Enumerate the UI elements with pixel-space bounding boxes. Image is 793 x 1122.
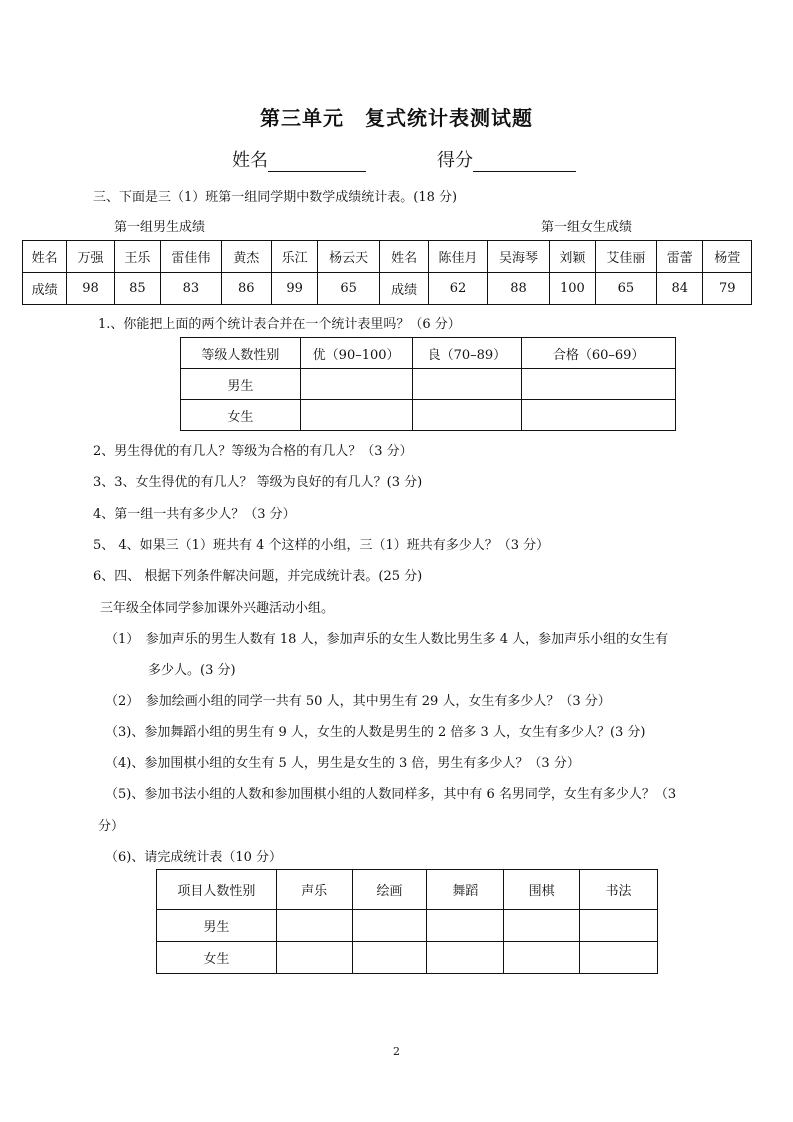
answer-cell[interactable] (427, 910, 504, 942)
question-1: 1.、你能把上面的两个统计表合并在一个统计表里吗？（6 分） (98, 317, 461, 332)
table-cell: 男生 (181, 369, 301, 400)
table-cell: 83 (161, 273, 221, 305)
table-header-cell: 绘画 (352, 870, 427, 910)
page-number: 2 (393, 1045, 400, 1058)
table-cell: 黄杰 (221, 241, 271, 273)
table-cell: 成绩 (379, 273, 428, 305)
table-cell: 98 (67, 273, 114, 305)
answer-cell[interactable] (300, 400, 412, 431)
table-cell: 万强 (67, 241, 114, 273)
table-cell: 艾佳丽 (595, 241, 657, 273)
table-header-cell: 书法 (580, 870, 658, 910)
table-cell: 65 (595, 273, 657, 305)
problem-6: （6)、请完成统计表（10 分） (105, 850, 283, 865)
table-cell: 杨云天 (318, 241, 380, 273)
table-row (181, 338, 676, 369)
table-header-cell: 声乐 (276, 870, 352, 910)
table-header-cell: 舞蹈 (427, 870, 504, 910)
table-cell: 女生 (181, 400, 301, 431)
problem-5: （5)、参加书法小组的人数和参加围棋小组的人数同样多，其中有 6 名男同学，女生有多少人？（3 (105, 787, 677, 802)
table-header-cell: 良（70–89） (412, 338, 522, 369)
intro-2: 三年级全体同学参加课外兴趣活动小组。 (100, 601, 335, 616)
score-label: 得分 (437, 150, 473, 171)
table-cell: 乐江 (272, 241, 318, 273)
table-header-cell: 围棋 (504, 870, 580, 910)
question-2: 2、男生得优的有几人？等级为合格的有几人？（3 分） (93, 444, 413, 459)
score-blank (473, 153, 576, 172)
answer-cell[interactable] (504, 910, 580, 942)
answer-cell[interactable] (276, 910, 352, 942)
answer-cell[interactable] (352, 942, 427, 974)
table-cell: 99 (272, 273, 318, 305)
table-cell: 王乐 (114, 241, 160, 273)
boys-caption: 第一组男生成绩 (114, 220, 206, 235)
table-cell: 85 (114, 273, 160, 305)
table-cell: 姓名 (379, 241, 428, 273)
answer-cell[interactable] (580, 942, 658, 974)
table-row (23, 241, 752, 273)
table-cell: 女生 (157, 942, 277, 974)
q3-intro: 三、下面是三（1）班第一组同学期中数学成绩统计表。(18 分) (93, 190, 458, 205)
girls-caption: 第一组女生成绩 (541, 220, 633, 235)
answer-cell[interactable] (352, 910, 427, 942)
table-cell: 男生 (157, 910, 277, 942)
table-cell: 86 (221, 273, 271, 305)
answer-cell[interactable] (522, 369, 676, 400)
answer-cell[interactable] (412, 369, 522, 400)
answer-cell[interactable] (412, 400, 522, 431)
table-cell: 雷佳伟 (161, 241, 221, 273)
problem-1: （1） 参加声乐的男生人数有 18 人，参加声乐的女生人数比男生多 4 人，参加声乐小组的女生有 (105, 632, 669, 647)
activity-table (156, 869, 658, 974)
table-cell: 62 (429, 273, 487, 305)
question-4: 4、第一组一共有多少人？（3 分） (93, 507, 296, 522)
table-row (23, 273, 752, 305)
problem-4: （4)、参加围棋小组的女生有 5 人，男生是女生的 3 倍，男生有多少人？（3 分） (105, 756, 580, 771)
table-cell: 刘颖 (550, 241, 595, 273)
answer-cell[interactable] (276, 942, 352, 974)
table-cell: 成绩 (23, 273, 67, 305)
question-3: 3、3、女生得优的有几人？ 等级为良好的有几人？(3 分) (93, 475, 423, 490)
name-field (232, 146, 366, 172)
merge-table (180, 337, 676, 431)
table-row (157, 942, 658, 974)
table-header-cell: 等级人数性别 (181, 338, 301, 369)
answer-cell[interactable] (300, 369, 412, 400)
answer-cell[interactable] (522, 400, 676, 431)
score-field (437, 146, 576, 172)
table-cell: 姓名 (23, 241, 67, 273)
table-header-cell: 优（90–100） (300, 338, 412, 369)
problem-1-cont: 多少人。(3 分) (148, 663, 236, 678)
answer-cell[interactable] (427, 942, 504, 974)
table-cell: 84 (657, 273, 703, 305)
table-cell: 79 (703, 273, 752, 305)
table-cell: 杨萱 (703, 241, 752, 273)
answer-cell[interactable] (504, 942, 580, 974)
table-cell: 雷蕾 (657, 241, 703, 273)
table-row (181, 400, 676, 431)
question-6: 6、四、 根据下列条件解决问题，并完成统计表。(25 分) (93, 569, 423, 584)
table-cell: 吴海琴 (487, 241, 550, 273)
question-5: 5、 4、如果三（1）班共有 4 个这样的小组，三（1）班共有多少人？（3 分） (93, 538, 550, 553)
problem-3: （3)、参加舞蹈小组的男生有 9 人，女生的人数是男生的 2 倍多 3 人，女生有多少人？(3 分) (105, 725, 646, 740)
table-row (181, 369, 676, 400)
table-cell: 65 (318, 273, 380, 305)
table-row (157, 910, 658, 942)
table-header-cell: 项目人数性别 (157, 870, 277, 910)
table-cell: 88 (487, 273, 550, 305)
table-cell: 陈佳月 (429, 241, 487, 273)
problem-2: （2） 参加绘画小组的同学一共有 50 人，其中男生有 29 人，女生有多少人？（3 分） (105, 694, 611, 709)
problem-5-cont: 分） (98, 819, 125, 834)
name-blank (268, 153, 366, 172)
table-header-cell: 合格（60–69） (522, 338, 676, 369)
name-label: 姓名 (232, 150, 268, 171)
answer-cell[interactable] (580, 910, 658, 942)
table-row (157, 870, 658, 910)
page-title: 第三单元 复式统计表测试题 (260, 106, 533, 130)
grades-table (22, 240, 752, 305)
table-cell: 100 (550, 273, 595, 305)
